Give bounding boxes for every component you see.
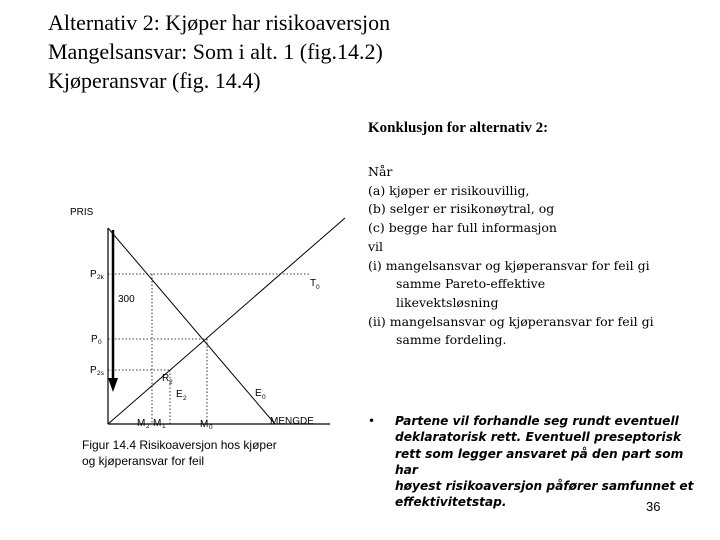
conclusion-line: (b) selger er risikonøytral, og bbox=[368, 201, 555, 217]
bullet-line: effektivitetstap. bbox=[395, 495, 507, 510]
bullet-line: høyest risikoaversjon påfører samfunnet et bbox=[395, 479, 694, 494]
label-m0-sub: 0 bbox=[209, 424, 213, 431]
label-e2-sub: 2 bbox=[183, 395, 187, 402]
label-t0-sub: 0 bbox=[316, 284, 320, 291]
conclusion-line: (i) mangelsansvar og kjøperansvar for feil gi bbox=[368, 257, 650, 273]
bullet-line: Partene vil forhandle seg rundt eventuell bbox=[395, 414, 679, 428]
caption-line: Figur 14.4 Risikoaversjon hos kjøper bbox=[82, 438, 277, 452]
caption-line: og kjøperansvar for feil bbox=[82, 453, 205, 468]
conclusion-line: samme Pareto-effektive bbox=[396, 276, 546, 292]
x-axis-label: MENGDE bbox=[270, 416, 314, 427]
label-p0-sub: 0 bbox=[98, 339, 102, 346]
label-r2: R bbox=[162, 373, 170, 384]
conclusion-line: vil bbox=[368, 238, 384, 254]
conclusion-line: (c) begge har full informasjon bbox=[368, 220, 557, 236]
title-line-2: Mangelsansvar: Som i alt. 1 (fig.14.2) bbox=[48, 39, 383, 64]
conclusion-line: samme fordeling. bbox=[396, 332, 507, 348]
label-p2k: P bbox=[90, 269, 97, 280]
conclusion-line: (a) kjøper er risikouvillig, bbox=[368, 182, 530, 198]
label-m1: M bbox=[153, 418, 162, 429]
demand-line bbox=[108, 228, 275, 424]
label-r2-sub: 2 bbox=[169, 379, 173, 386]
figure-caption bbox=[82, 438, 277, 469]
conclusion-line: likevektsløsning bbox=[396, 294, 499, 310]
label-e0: E bbox=[255, 388, 262, 399]
label-m1-sub: 1 bbox=[162, 423, 166, 430]
label-e2: E bbox=[176, 389, 183, 400]
label-e0-sub: 0 bbox=[262, 394, 266, 401]
label-m0: M bbox=[200, 419, 209, 430]
title-line-3: Kjøperansvar (fig. 14.4) bbox=[48, 68, 261, 93]
bullet-line: rett som legger ansvaret på den part som har bbox=[395, 446, 684, 477]
label-p2k-sub: 2k bbox=[97, 274, 104, 281]
title-line-1: Alternativ 2: Kjøper har risikoaversjon bbox=[48, 10, 391, 35]
conclusion-line: Når bbox=[368, 164, 393, 179]
label-p0: P bbox=[91, 334, 98, 345]
y-axis-label: PRIS bbox=[70, 207, 94, 218]
bullet-marker: • bbox=[368, 414, 376, 428]
label-m2-sub: 2 bbox=[146, 423, 150, 430]
conclusion-line: (ii) mangelsansvar og kjøperansvar for feil gi bbox=[368, 313, 654, 329]
arrow-head-icon bbox=[108, 378, 118, 392]
bullet-line: deklaratorisk rett. Eventuell preseptorisk bbox=[395, 430, 682, 445]
label-t0: T bbox=[310, 278, 317, 289]
conclusion-heading: Konklusjon for alternativ 2: bbox=[368, 120, 549, 136]
label-300: 300 bbox=[118, 294, 135, 305]
label-p2s: P bbox=[90, 365, 97, 376]
supply-line bbox=[108, 218, 345, 424]
page-number: 36 bbox=[646, 499, 661, 514]
label-m2: M bbox=[137, 418, 146, 429]
label-p2s-sub: 2s bbox=[97, 370, 104, 377]
